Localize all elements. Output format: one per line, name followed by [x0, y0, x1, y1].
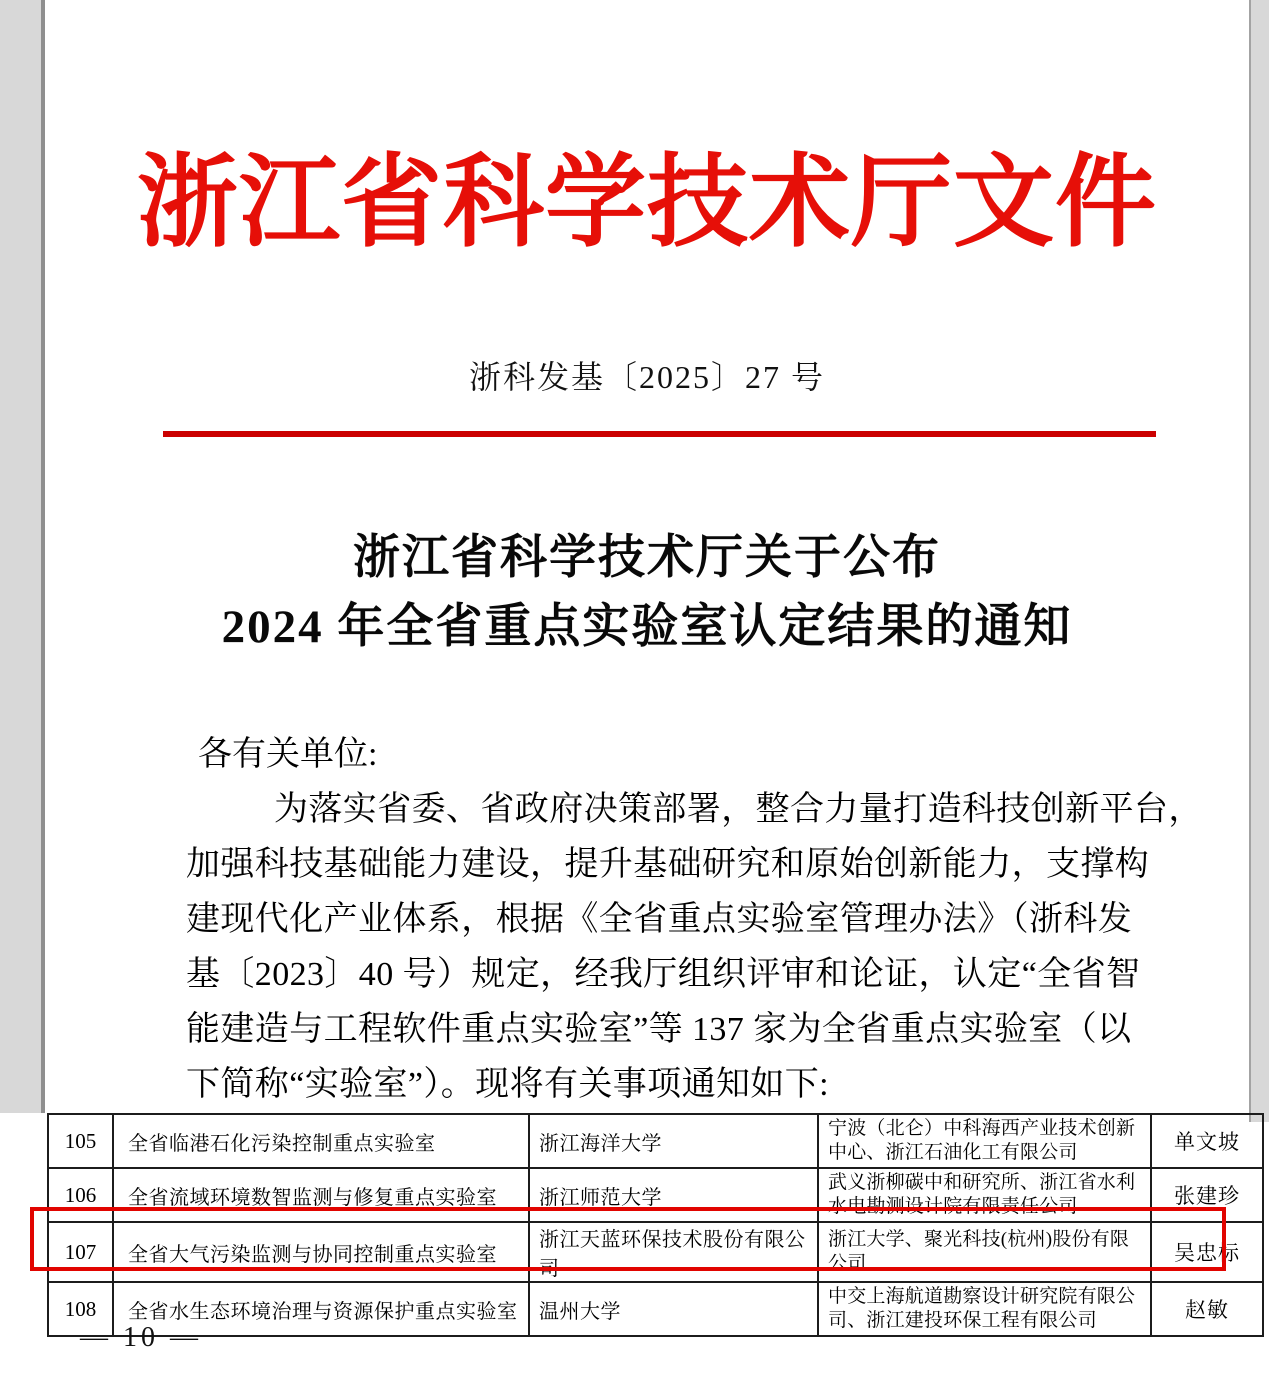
partner-orgs-cell: 武义浙柳碳中和研究所、浙江省水利水电勘测设计院有限责任公司	[818, 1168, 1151, 1222]
host-org-cell: 浙江师范大学	[529, 1168, 818, 1222]
lab-name-cell: 全省流域环境数智监测与修复重点实验室	[113, 1168, 529, 1222]
page-number: — 10 —	[80, 1322, 202, 1353]
director-cell: 赵敏	[1151, 1282, 1263, 1336]
partner-orgs-cell: 浙江大学、聚光科技(杭州)股份有限公司	[818, 1222, 1151, 1282]
letterhead-title: 浙江省科学技术厅文件	[136, 147, 1157, 259]
page-edge-left	[0, 0, 45, 1113]
lab-name-cell: 全省水生态环境治理与资源保护重点实验室	[113, 1282, 529, 1336]
partner-orgs-cell: 中交上海航道勘察设计研究院有限公司、浙江建投环保工程有限公司	[818, 1282, 1151, 1336]
lab-name-cell: 全省大气污染监测与协同控制重点实验室	[113, 1222, 529, 1282]
body-line: 为落实省委、省政府决策部署，整合力量打造科技创新平台，	[274, 791, 1203, 828]
table-row	[48, 1168, 1263, 1222]
host-org-cell: 温州大学	[529, 1282, 818, 1336]
notice-title-line2: 2024 年全省重点实验室认定结果的通知	[221, 601, 1073, 653]
row-number-cell: 106	[48, 1168, 113, 1222]
director-cell: 吴忠标	[1151, 1222, 1263, 1282]
table-row	[48, 1282, 1263, 1336]
table-row-highlighted	[48, 1222, 1263, 1282]
host-org-cell: 浙江海洋大学	[529, 1114, 818, 1168]
body-line: 能建造与工程软件重点实验室”等 137 家为全省重点实验室（以	[186, 1011, 1132, 1048]
notice-title-line1: 浙江省科学技术厅关于公布	[353, 532, 941, 584]
notice-title	[45, 524, 1249, 662]
host-org-cell: 浙江天蓝环保技术股份有限公司	[529, 1222, 818, 1282]
body-text	[186, 782, 1203, 1112]
body-line: 建现代化产业体系，根据《全省重点实验室管理办法》（浙科发	[186, 901, 1133, 938]
row-number-cell: 107	[48, 1222, 113, 1282]
row-number-cell: 108	[48, 1282, 113, 1336]
body-line: 下简称“实验室”）。现将有关事项通知如下:	[186, 1066, 830, 1103]
lab-results-table	[47, 1113, 1264, 1337]
lab-name-cell: 全省临港石化污染控制重点实验室	[113, 1114, 529, 1168]
body-line: 基〔2023〕40 号）规定，经我厅组织评审和论证，认定“全省智	[186, 956, 1141, 993]
body-line: 加强科技基础能力建设，提升基础研究和原始创新能力，支撑构	[186, 846, 1150, 883]
director-cell: 单文坡	[1151, 1114, 1263, 1168]
page-edge-right	[1249, 0, 1269, 1122]
salutation: 各有关单位:	[198, 736, 378, 773]
red-divider-rule	[163, 431, 1156, 437]
table-row	[48, 1114, 1263, 1168]
row-number-cell: 105	[48, 1114, 113, 1168]
partner-orgs-cell: 宁波（北仑）中科海西产业技术创新中心、浙江石油化工有限公司	[818, 1114, 1151, 1168]
director-cell: 张建珍	[1151, 1168, 1263, 1222]
document-number: 浙科发基〔2025〕27 号	[468, 359, 825, 395]
